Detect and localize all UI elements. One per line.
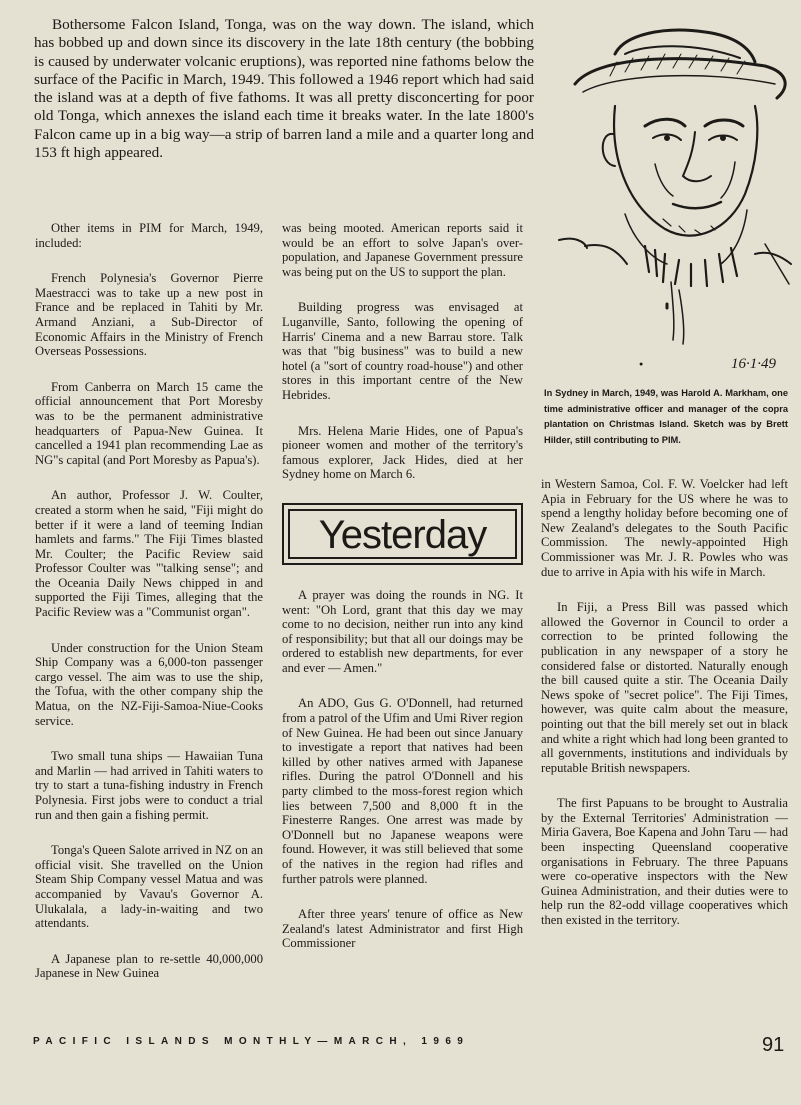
paragraph: Building progress was envisaged at Luganville, Santo, following the opening of Harris' Cinema and a new Barrau store. Talk was that "big business" was to build a new hotel (a "sort of country road-house") and other stores in this important centre of the New Hebrides. — [282, 300, 523, 402]
sketch-caption: In Sydney in March, 1949, was Harold A. Markham, one time administrative officer and manager of the copra plantation on Christmas Island. Sketch was by Brett Hilder, still contributing to PIM. — [544, 388, 788, 445]
paragraph: An author, Professor J. W. Coulter, created a storm when he said, "Fiji might do better if it were a land of teeming Indian hamlets and farms." The Fiji Times blasted Mr. Coulter; the Pacific Review said Professor Coulter was "'talking sense"; and the Oceania Daily News chipped in and supported the Fiji Times, alleging that the Pacific Review was a "Communist organ". — [35, 488, 263, 620]
paragraph: After three years' tenure of office as New Zealand's latest Administrator and first High Commissioner — [282, 907, 523, 951]
paragraph: Mrs. Helena Marie Hides, one of Papua's pioneer women and mother of the territory's famous explorer, Jack Hides, died at her Sydney home on March 6. — [282, 423, 523, 482]
column-3 — [541, 477, 788, 949]
column-1 — [35, 221, 263, 1002]
running-footer: PACIFIC ISLANDS MONTHLY—MARCH, 1969 — [33, 1036, 470, 1047]
paragraph: Tonga's Queen Salote arrived in NZ on an official visit. She travelled on the Union Steam Ship Company vessel Matua and was accompanied by Vavau's Governor A. Ulukalala, a lady-in-waiting and two attendants. — [35, 843, 263, 931]
paragraph: Under construction for the Union Steam Ship Company was a 6,000-ton passenger cargo vessel. The aim was to use the ship, the Tofua, with the other company ship the Matua, on the NZ-Fiji-Samoa-Niue-Cooks service. — [35, 640, 263, 728]
paragraph: A prayer was doing the rounds in NG. It went: "Oh Lord, grant that this day we may come to no decision, neither run into any kind of responsibility; but that all our doings may be ordered to establish new departments, for ever and ever — Amen." — [282, 587, 523, 675]
column-2 — [282, 221, 523, 972]
paragraph: In Fiji, a Press Bill was passed which allowed the Governor in Council to order a correction to be printed following the publication in any newspaper of a story he considered false or distorted. Naturally enough the bill caused quite a stir. The Oceania Daily News spoke of "secret police". The Fiji Times, however, was quite calm about the measure, pointing out that the bill merely set out in black and white a right which had long been granted to all governments, institutions and individuals by reputable British newspapers. — [541, 600, 788, 775]
paragraph: French Polynesia's Governor Pierre Maestracci was to take up a new post in France and be replaced in Tahiti by Mr. Armand Anziani, a Sub-Director of Economic Affairs in the Ministry of French Overseas Possessions. — [35, 271, 263, 359]
paragraph: was being mooted. American reports said it would be an effort to solve Japan's over-population, and Japanese Government pressure was being put on the US to support the plan. — [282, 221, 523, 279]
intro-paragraph: Bothersome Falcon Island, Tonga, was on the way down. The island, which has bobbed up and down since its discovery in the late 18th century (the bobbing is caused by underwater volcanic eruptions), was reported nine fathoms below the surface of the Pacific in March, 1949. This followed a 1946 report which had said the island was at a depth of five fathoms. It was all pretty disconcerting for poor old Tonga, which annexes the island each time it breaks water. In the late 1800's Falcon came up in a big way—a strip of barren land a mile and a quarter long and 153 ft high appeared. — [34, 16, 534, 162]
page-number: 91 — [762, 1034, 785, 1056]
paragraph: From Canberra on March 15 came the official announcement that Port Moresby was to be the permanent administrative headquarters of Papua-New Guinea. It cancelled a 1941 plan recommending Lae as NG"s capital (and Port Moresby as Papua's). — [35, 379, 263, 467]
intro-section — [34, 16, 534, 162]
paragraph: Two small tuna ships — Hawaiian Tuna and Marlin — had arrived in Tahiti waters to try to start a tuna-fishing industry in French Polynesia. First jobs were to conduct a trial run and then gain a fishing permit. — [35, 749, 263, 822]
paragraph: A Japanese plan to re-settle 40,000,000 Japanese in New Guinea — [35, 951, 263, 981]
sketch-signature: 16·1·49 — [731, 356, 776, 372]
sketch-dot: ● — [639, 360, 644, 368]
portrait-sketch — [555, 14, 795, 374]
yesterday-title: Yesterday — [318, 512, 487, 557]
paragraph: Other items in PIM for March, 1949, included: — [35, 221, 263, 250]
yesterday-box — [282, 503, 523, 565]
paragraph: in Western Samoa, Col. F. W. Voelcker had left Apia in February for the US where he was to spend a lengthy holiday before becoming one of New Zealand's delegates to the South Pacific Commission. The newly-appointed High Commissioner was Mr. J. R. Powles who was due to arrive in Apia with his wife in March. — [541, 477, 788, 579]
paragraph: An ADO, Gus G. O'Donnell, had returned from a patrol of the Ufim and Umi River region of New Guinea. He had been out since January to investigate a report that natives had been killed by other natives armed with Japanese rifles. During the patrol O'Donnell and his party climbed to the moss-forest region which lies between 7,500 and 8,000 ft in the Finesterre Ranges. One arrest was made by O'Donnell but no Japanese weapons were found. However, it was still believed that some of the natives in the region had rifles and further patrols were planned. — [282, 696, 523, 886]
paragraph: The first Papuans to be brought to Australia by the External Territories' Administration — Miria Gavera, Boe Kapena and John Taru — had been inspecting Queensland cooperative organisations in February. The three Papuans were co-operative inspectors with the New Guinea Administration, and their duties were to help run the 82-odd village cooperatives which then existed in the territory. — [541, 796, 788, 928]
portrait-sketch-drawing — [555, 14, 795, 374]
